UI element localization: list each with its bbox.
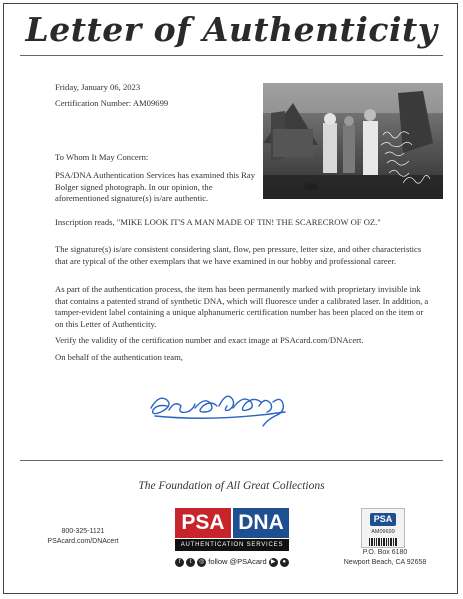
footer-rule [20, 460, 443, 461]
barcode-icon [369, 538, 397, 546]
phone-number: 800-325-1121 [61, 528, 105, 535]
psa-logo-mark: PSA [175, 508, 231, 538]
city-address: Newport Beach, CA 92658 [343, 559, 427, 566]
closing-line: On behalf of the authentication team, [55, 352, 183, 362]
social-handle: follow @PSAcard [208, 557, 267, 566]
logo-subtitle: AUTHENTICATION SERVICES [175, 539, 289, 551]
label-cert-number: AM09699 [371, 529, 395, 535]
po-box: P.O. Box 6180 [362, 549, 408, 556]
camera-icon[interactable]: ● [280, 558, 289, 567]
youtube-icon[interactable]: ▶ [269, 558, 278, 567]
cert-number: AM09699 [132, 98, 169, 108]
paragraph-inscription: Inscription reads, "MIKE LOOK IT'S A MAN MADE OF TIN! THE SCARECROW OF OZ." [55, 217, 381, 227]
paragraph-consistency: The signature(s) is/are consistent considering slant, flow, pen pressure, letter size, and other characteristics that are typical of the other exemplars that we have examined in our hobby and professional career. [55, 244, 422, 266]
psa-dna-logo [175, 508, 289, 552]
facebook-icon[interactable]: f [175, 558, 184, 567]
cert-line [55, 98, 168, 110]
paragraph-examined: PSA/DNA Authentication Services has examined this Ray Bolger signed photograph. In our opinion, the aforementioned signature(s) is/are authentic. [55, 170, 256, 203]
label-brand-mark: PSA [370, 513, 396, 526]
letter-date: Friday, January 06, 2023 [55, 82, 141, 92]
cert-label: Certification Number: [55, 98, 132, 108]
photograph-image [263, 83, 443, 199]
contact-left [28, 527, 138, 547]
dna-logo-mark: DNA [233, 508, 289, 538]
authenticator-signature [145, 378, 315, 428]
instagram-icon[interactable]: ◎ [199, 558, 205, 565]
paragraph-process: As part of the authentication process, the item has been permanently marked with proprietary invisible ink that contains a patented strand of synthetic DNA, which will fluoresce under a calibrated laser. In addition, a tamper-evident label containing a unique alphanumeric certification number has been placed on the item or on this Letter of Authenticity. [55, 284, 429, 329]
paragraph-verify: Verify the validity of the certification number and exact image at PSAcard.com/DNAcert. [55, 335, 364, 345]
contact-right [330, 548, 440, 568]
page-title: Letter of Authenticity [25, 10, 438, 49]
salutation: To Whom It May Concern: [55, 152, 149, 162]
title-rule [20, 55, 443, 56]
signed-photograph [263, 83, 443, 199]
twitter-icon[interactable]: t [186, 558, 195, 567]
certification-label [361, 508, 405, 548]
foundation-tagline: The Foundation of All Great Collections [138, 480, 325, 492]
website-link[interactable]: PSAcard.com/DNAcert [47, 538, 119, 545]
social-row [175, 556, 289, 568]
